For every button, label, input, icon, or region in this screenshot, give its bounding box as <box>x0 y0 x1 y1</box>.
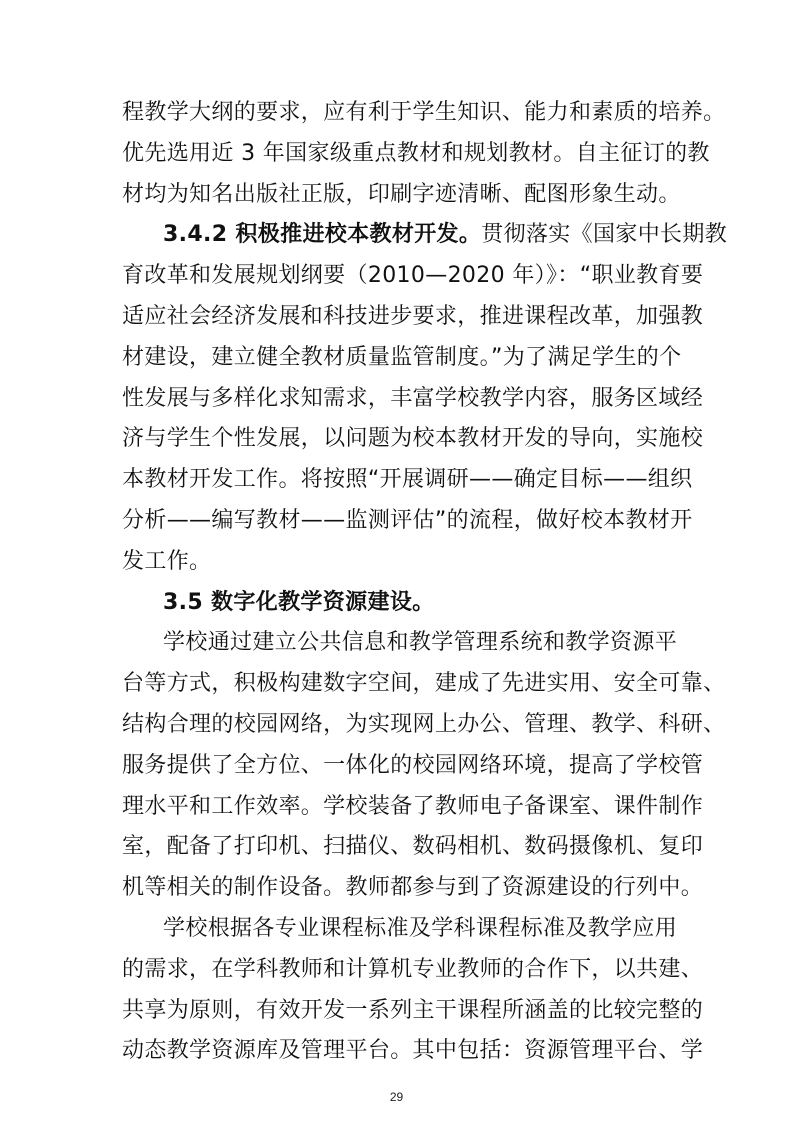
body-text-line: 发工作。 <box>122 549 212 574</box>
body-text-line: 台等方式，积极构建数字空间，建成了先进实用、安全可靠、 <box>122 671 726 696</box>
body-text-line: 机等相关的制作设备。教师都参与到了资源建设的行列中。 <box>122 875 704 900</box>
section-heading-3-4-2: 3.4.2 积极推进校本教材开发。 <box>163 222 482 247</box>
body-text-line: 服务提供了全方位、一体化的校园网络环境，提高了学校管 <box>122 753 704 778</box>
body-text-line: 适应社会经济发展和科技进步要求，推进课程改革，加强教 <box>122 304 704 329</box>
body-text-line: 共享为原则，有效开发一系列主干课程所涵盖的比较完整的 <box>122 998 704 1023</box>
body-text-line: 分析——编写教材——监测评估”的流程，做好校本教材开 <box>122 508 693 533</box>
body-text-run: 贯彻落实《国家中长期教 <box>481 222 728 247</box>
body-text-line: 动态教学资源库及管理平台。其中包括：资源管理平台、学 <box>122 1038 704 1063</box>
section-heading-3-5: 3.5 数字化教学资源建设。 <box>163 590 435 615</box>
body-text-line: 学校通过建立公共信息和教学管理系统和教学资源平 <box>163 630 678 655</box>
body-text-line: 材建设，建立健全教材质量监管制度。”为了满足学生的个 <box>122 345 682 370</box>
body-text-line: 结构合理的校园网络，为实现网上办公、管理、教学、科研、 <box>122 712 726 737</box>
section-paragraph-first-line <box>163 222 727 248</box>
body-text-line: 学校根据各专业课程标准及学科课程标准及教学应用 <box>163 916 678 941</box>
body-text-line: 济与学生个性发展，以问题为校本教材开发的导向，实施校 <box>122 426 704 451</box>
page-number: 29 <box>389 1090 404 1104</box>
body-text-line: 本教材开发工作。将按照“开展调研——确定目标——组织 <box>122 467 693 492</box>
body-text-line: 育改革和发展规划纲要（2010—2020 年）》：“职业教育要 <box>122 263 704 288</box>
body-text-line: 材均为知名出版社正版，印刷字迹清晰、配图形象生动。 <box>122 182 681 207</box>
body-text-line: 的需求，在学科教师和计算机专业教师的合作下，以共建、 <box>122 957 704 982</box>
body-text-line: 室，配备了打印机、扫描仪、数码相机、数码摄像机、复印 <box>122 834 704 859</box>
body-text-line: 性发展与多样化求知需求，丰富学校教学内容，服务区域经 <box>122 386 704 411</box>
body-text-line: 程教学大纲的要求，应有利于学生知识、能力和素质的培养。 <box>122 100 726 125</box>
body-text-line: 理水平和工作效率。学校装备了教师电子备课室、课件制作 <box>122 794 704 819</box>
body-text-line: 优先选用近 3 年国家级重点教材和规划教材。自主征订的教 <box>122 141 710 166</box>
